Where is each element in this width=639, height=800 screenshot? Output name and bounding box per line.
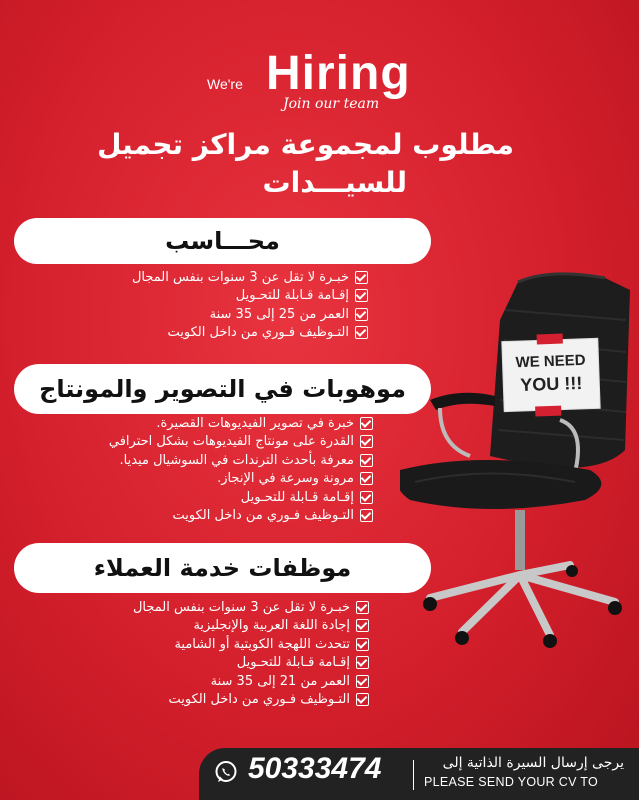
list-item: معرفة بأحدث الترندات في السوشيال ميديا. xyxy=(109,451,373,470)
section-title-photography: موهوبات في التصوير والمونتاج xyxy=(14,364,431,414)
page-title-line1: مطلوب لمجموعة مراكز تجميل xyxy=(97,128,514,161)
list-item: خبرة في تصوير الفيديوهات القصيرة. xyxy=(109,414,373,433)
photography-requirements xyxy=(109,414,373,525)
section-title-accountant: محـــاسب xyxy=(14,218,431,264)
check-icon xyxy=(355,308,368,321)
check-icon xyxy=(360,435,373,448)
whatsapp-icon[interactable] xyxy=(214,760,238,784)
list-item: إقـامة قـابلة للتحـويل xyxy=(109,488,373,507)
check-icon xyxy=(355,271,368,284)
check-icon xyxy=(356,693,369,706)
divider xyxy=(413,760,414,790)
list-item: التـوظيف فـوري من داخل الكويت xyxy=(109,507,373,526)
sign-line2: YOU !!! xyxy=(519,372,583,396)
list-item: التـوظيف فـوري من داخل الكويت xyxy=(133,691,369,710)
list-item: العمر من 25 إلى 35 سنة xyxy=(132,305,368,324)
hiring-heading: Hiring xyxy=(266,47,411,100)
send-cv-english: PLEASE SEND YOUR CV TO xyxy=(424,775,599,789)
sign-line1: WE NEED xyxy=(515,351,586,372)
list-item: العمر من 21 إلى 35 سنة xyxy=(133,672,369,691)
section-title-customer-service: موظفات خدمة العملاء xyxy=(14,543,431,593)
accountant-requirements xyxy=(132,268,368,342)
check-icon xyxy=(356,656,369,669)
phone-number[interactable]: 50333474 xyxy=(248,752,382,785)
list-item: إقـامة قـابلة للتحـويل xyxy=(133,654,369,673)
check-icon xyxy=(355,326,368,339)
list-item: القدرة على مونتاج الفيديوهات بشكل احترافي xyxy=(109,433,373,452)
join-our-team-script: Join our team xyxy=(283,96,380,112)
were-text: We're xyxy=(207,76,243,92)
page-title-line2: للسيـــدات xyxy=(262,166,407,199)
list-item: خبـرة لا تقل عن 3 سنوات بنفس المجال xyxy=(133,598,369,617)
check-icon xyxy=(356,675,369,688)
check-icon xyxy=(356,619,369,632)
list-item: إجادة اللغة العربية والإنجليزية xyxy=(133,617,369,636)
send-cv-arabic: يرجى إرسال السيرة الذاتية إلى xyxy=(442,755,624,771)
list-item: مرونة وسرعة في الإنجاز. xyxy=(109,470,373,489)
check-icon xyxy=(356,638,369,651)
check-icon xyxy=(356,601,369,614)
check-icon xyxy=(355,289,368,302)
check-icon xyxy=(360,454,373,467)
check-icon xyxy=(360,417,373,430)
customer-service-requirements xyxy=(133,598,369,709)
check-icon xyxy=(360,472,373,485)
office-chair-image xyxy=(400,260,639,650)
check-icon xyxy=(360,491,373,504)
list-item: التـوظيف فـوري من داخل الكويت xyxy=(132,324,368,343)
check-icon xyxy=(360,509,373,522)
list-item: تتحدث اللهجة الكويتية أو الشامية xyxy=(133,635,369,654)
list-item: خبـرة لا تقل عن 3 سنوات بنفس المجال xyxy=(132,268,368,287)
list-item: إقـامة قـابلة للتحـويل xyxy=(132,287,368,306)
